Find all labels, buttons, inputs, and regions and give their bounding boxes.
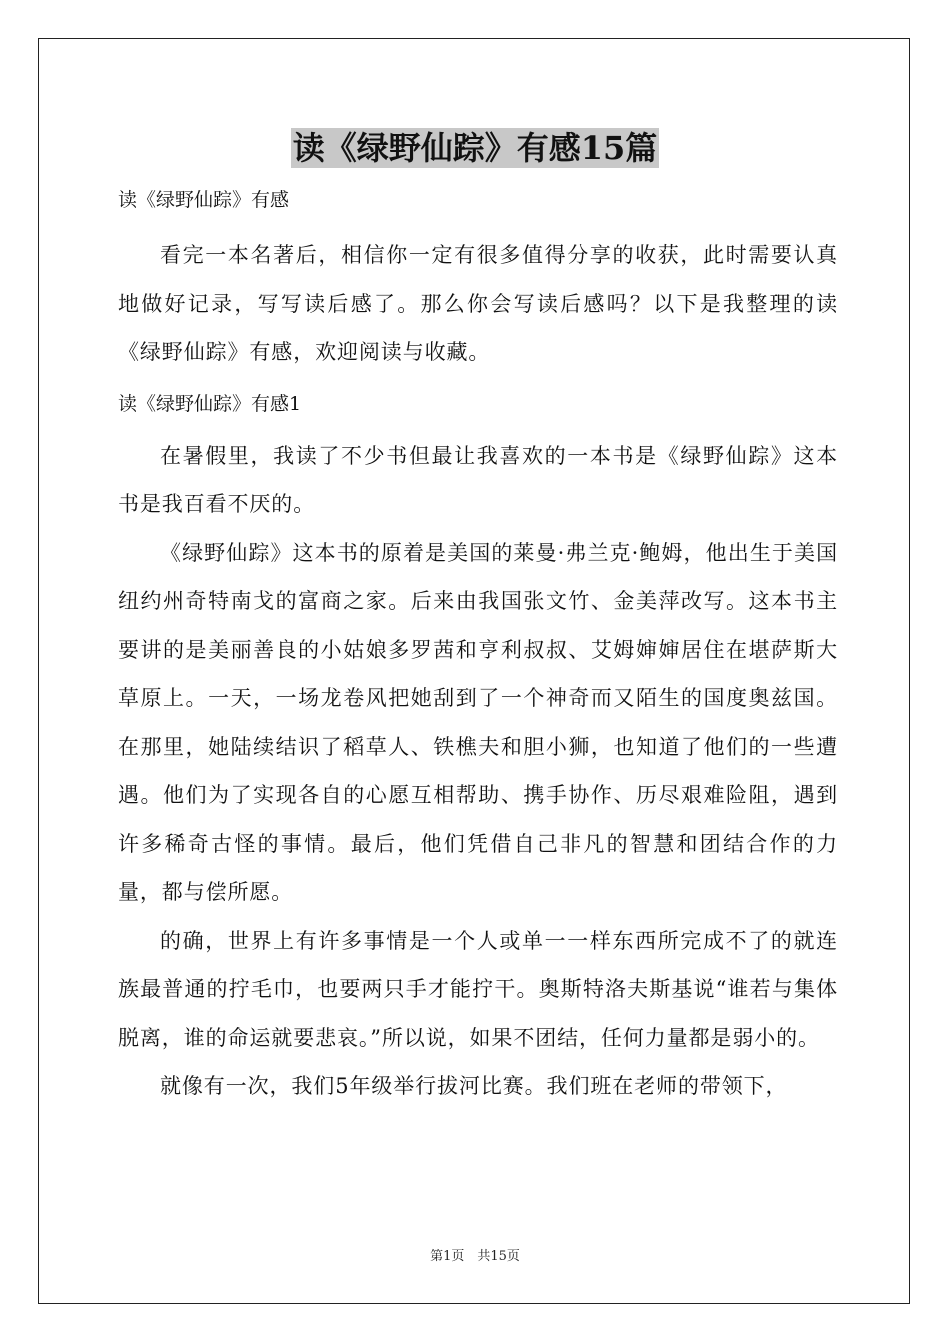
body-paragraph: 《绿野仙踪》这本书的原着是美国的莱曼·弗兰克·鲍姆，他出生于美国纽约州奇特南戈的富商之家。后来由我国张文竹、金美萍改写。这本书主要讲的是美丽善良的小姑娘多罗茜和亨利叔叔、艾姆婶婶居住在堪萨斯大草原上。一天，一场龙卷风把她刮到了一个神奇而又陌生的国度奥兹国。在那里，她陆续结识了稻草人、铁樵夫和胆小狮，也知道了他们的一些遭遇。他们为了实现各自的心愿互相帮助、携手协作、历尽艰难险阻，遇到许多稀奇古怪的事情。最后，他们凭借自己非凡的智慧和团结合作的力量，都与偿所愿。 <box>118 540 838 904</box>
section-heading-1: 读《绿野仙踪》有感1 <box>118 392 302 415</box>
document-title: 读《绿野仙踪》有感15篇 <box>292 129 658 167</box>
body-paragraph: 就像有一次，我们5年级举行拔河比赛。我们班在老师的带领下， <box>160 1074 788 1098</box>
page-number-footer: 第1页 共15页 <box>430 1249 520 1264</box>
document-body <box>118 182 838 1111</box>
body-paragraph: 的确，世界上有许多事情是一个人或单一一样东西所完成不了的就连族最普通的拧毛巾，也要两只手才能拧干。奥斯特洛夫斯基说“谁若与集体脱离，谁的命运就要悲哀。”所以说，如果不团结，任何力量都是弱小的。 <box>118 928 838 1050</box>
intro-heading: 读《绿野仙踪》有感 <box>118 189 290 211</box>
body-paragraph: 在暑假里，我读了不少书但最让我喜欢的一本书是《绿野仙踪》这本书是我百看不厌的。 <box>118 443 838 516</box>
title-container <box>0 128 950 168</box>
intro-paragraph: 看完一本名著后，相信你一定有很多值得分享的收获，此时需要认真地做好记录，写写读后感了。那么你会写读后感吗？以下是我整理的读《绿野仙踪》有感，欢迎阅读与收藏。 <box>118 243 838 364</box>
